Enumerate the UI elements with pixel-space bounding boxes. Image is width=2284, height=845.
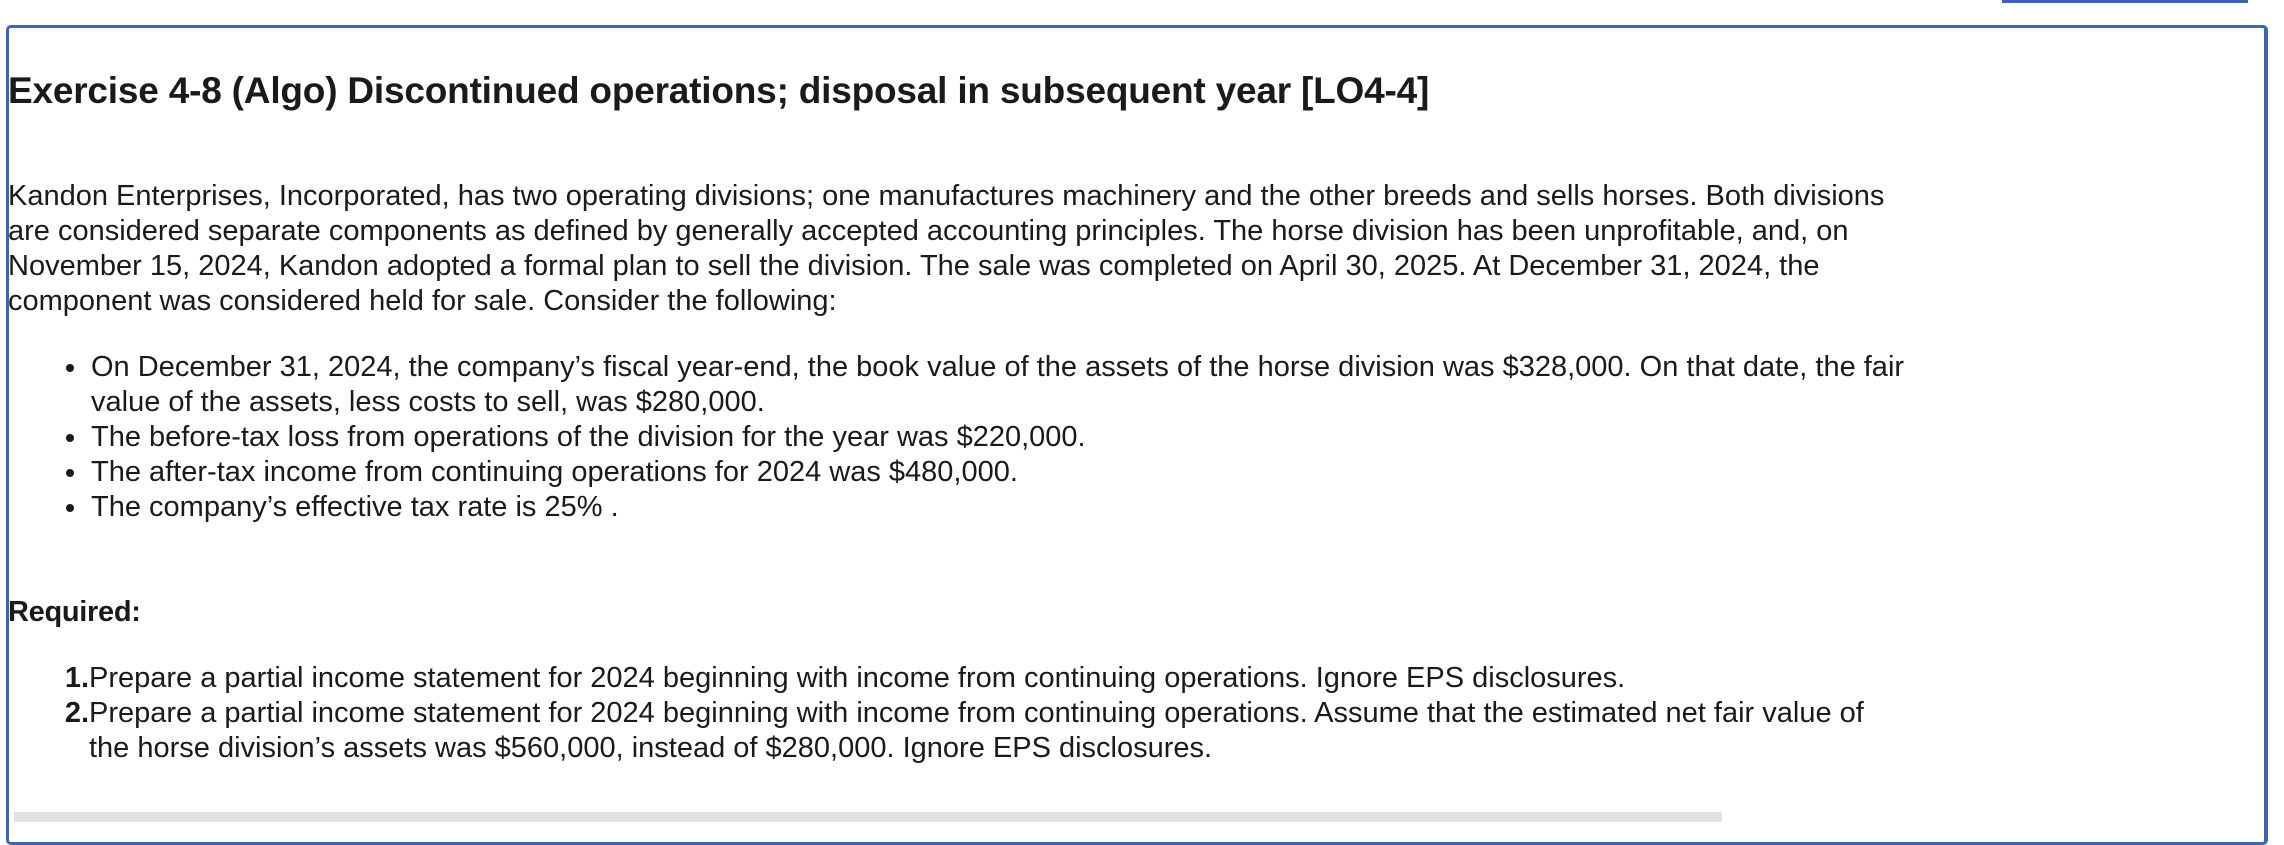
required-heading: Required: (8, 596, 141, 628)
facts-list (58, 350, 1939, 525)
requirement-item (40, 661, 1910, 696)
requirement-item (40, 696, 1910, 766)
problem-intro: Kandon Enterprises, Incorporated, has two operating divisions; one manufactures machinery and the other breeds and sells horses. Both divisions are considered separate components as defined by generally accepted accounting principles. The horse division has been unprofitable, and, on November 15, 2024, Kandon adopted a formal plan to sell the division. The sale was completed on April 30, 2025. At December 31, 2024, the component was considered held for sale. Consider the following: (8, 180, 1885, 317)
requirement-number: 2. (64, 697, 89, 729)
requirement-text: Prepare a partial income statement for 2024 beginning with income from continuing operations. Assume that the estimated net fair value of the horse division’s assets was $560,000, instead of $280,000. Ignore EPS disclosures. (89, 697, 1864, 764)
answer-area-header (14, 812, 1722, 822)
fact-item: • The after-tax income from continuing operations for 2024 was $480,000. (89, 455, 1939, 490)
fact-item: • The before-tax loss from operations of the division for the year was $220,000. (89, 420, 1939, 455)
exercise-title: Exercise 4-8 (Algo) Discontinued operations; disposal in subsequent year [LO4-4] (8, 70, 1430, 111)
fact-item: • The company’s effective tax rate is 25% . (89, 490, 1939, 525)
fact-item: • On December 31, 2024, the company’s fiscal year-end, the book value of the assets of the horse division was $328,000. On that date, the fair value of the assets, less costs to sell, was $280,000. (89, 350, 1939, 420)
top-tab-indicator (2002, 0, 2248, 3)
requirement-number: 1. (64, 662, 89, 694)
requirements-list (40, 661, 1910, 766)
requirement-text: Prepare a partial income statement for 2024 beginning with income from continuing operations. Ignore EPS disclosures. (89, 662, 1626, 694)
